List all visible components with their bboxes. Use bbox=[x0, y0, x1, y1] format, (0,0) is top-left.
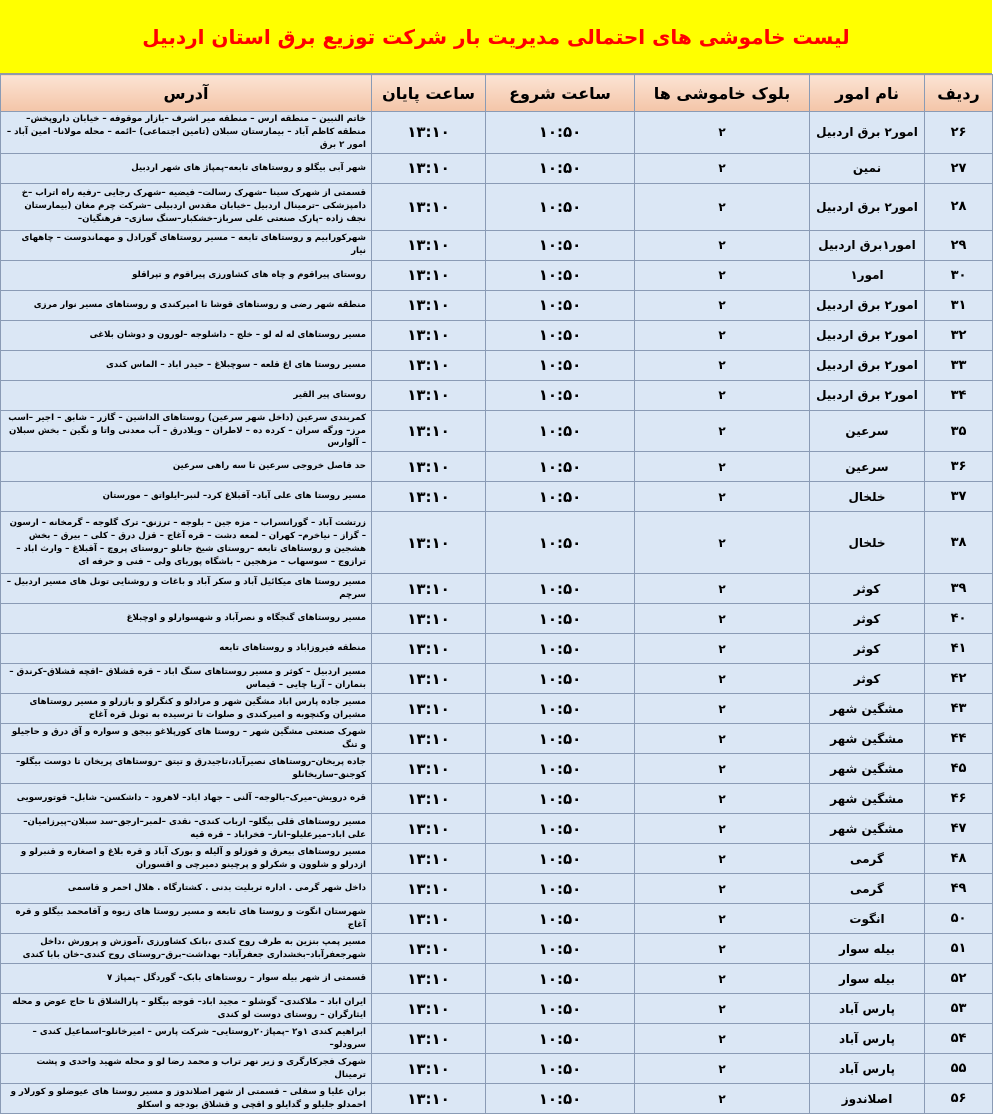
cell-start: ۱۰:۵۰ bbox=[486, 320, 635, 350]
cell-end: ۱۳:۱۰ bbox=[372, 512, 486, 574]
cell-address: زرتشت آباد – گورانسراب – مزه جین – بلوجه – ترزنق– ترک گلوجه – گرمخانه – ارسون – گزاز – نیاخرم– کهران – لمعه دشت – قره آغاج – قزل درق – کلی – بیرق – بخش هشجین و روستاهای تابعه –روستای شیخ جانلو –روستای پروچ – آقبلاغ – وارث اباد – ترازوج – سوسهاب – مزهجین – باشگاه پوریای ولی – فنی و حرفه ای bbox=[1, 512, 372, 574]
cell-end: ۱۳:۱۰ bbox=[372, 754, 486, 784]
cell-end: ۱۳:۱۰ bbox=[372, 934, 486, 964]
cell-end: ۱۳:۱۰ bbox=[372, 410, 486, 452]
cell-end: ۱۳:۱۰ bbox=[372, 694, 486, 724]
cell-area: بیله سوار bbox=[810, 934, 925, 964]
cell-row: ۴۵ bbox=[925, 754, 993, 784]
table-row bbox=[1, 290, 993, 320]
header-row-number: ردیف bbox=[925, 75, 993, 112]
cell-address: منطقه شهر رضی و روستاهای قوشا تا امیرکندی و روستاهای مسیر نوار مرزی bbox=[1, 290, 372, 320]
cell-row: ۵۱ bbox=[925, 934, 993, 964]
cell-area: بیله سوار bbox=[810, 964, 925, 994]
cell-area: سرعین bbox=[810, 410, 925, 452]
table-row bbox=[1, 380, 993, 410]
cell-row: ۴۷ bbox=[925, 814, 993, 844]
cell-address: مسیر روستاهای قلی بیگلو– ارباب کندی– نقدی –لمبر–ارجق–سد سبلان–پیرزامیان–علی اباد–میرعلیلو–انار– فخراباد – قره قیه bbox=[1, 814, 372, 844]
cell-block: ۲ bbox=[635, 512, 810, 574]
cell-address: داخل شهر گرمی . اداره تربلیت بدنی . کشتارگاه . هلال احمر و قاسمی bbox=[1, 874, 372, 904]
cell-area: مشگین شهر bbox=[810, 814, 925, 844]
cell-address: ایران اباد – ملاکندی– گوشلو – مجید اباد– قوجه بیگلو – پارالشلاق تا حاج عوض و محله ایثارگران – روستای دوست لو کندی bbox=[1, 994, 372, 1024]
table-row bbox=[1, 994, 993, 1024]
table-row bbox=[1, 574, 993, 604]
table-row bbox=[1, 604, 993, 634]
cell-block: ۲ bbox=[635, 410, 810, 452]
cell-address: بران علیا و سفلی – قسمتی از شهر اصلاندوز و مسیر روستا های عیوضلو و کورلار و احمدلو جلیلو و گدایلو و اقچی و قشلاق بودجه و اسکلو bbox=[1, 1084, 372, 1114]
cell-area: کوثر bbox=[810, 664, 925, 694]
cell-row: ۳۱ bbox=[925, 290, 993, 320]
cell-start: ۱۰:۵۰ bbox=[486, 1054, 635, 1084]
table-row bbox=[1, 1054, 993, 1084]
table-row bbox=[1, 153, 993, 183]
cell-area: امور۲ برق اردبیل bbox=[810, 112, 925, 154]
cell-block: ۲ bbox=[635, 320, 810, 350]
cell-end: ۱۳:۱۰ bbox=[372, 320, 486, 350]
cell-block: ۲ bbox=[635, 604, 810, 634]
page-title: لیست خاموشی های احتمالی مدیریت بار شرکت توزیع برق استان اردبیل bbox=[142, 24, 850, 49]
cell-area: کوثر bbox=[810, 604, 925, 634]
cell-row: ۵۵ bbox=[925, 1054, 993, 1084]
cell-area: امور۲ برق اردبیل bbox=[810, 350, 925, 380]
header-address: آدرس bbox=[1, 75, 372, 112]
cell-end: ۱۳:۱۰ bbox=[372, 183, 486, 230]
cell-block: ۲ bbox=[635, 814, 810, 844]
cell-end: ۱۳:۱۰ bbox=[372, 904, 486, 934]
cell-block: ۲ bbox=[635, 230, 810, 260]
cell-start: ۱۰:۵۰ bbox=[486, 874, 635, 904]
table-row bbox=[1, 874, 993, 904]
cell-area: سرعین bbox=[810, 452, 925, 482]
cell-row: ۳۲ bbox=[925, 320, 993, 350]
cell-address: مسیر جاده پارس اباد مشگین شهر و مرادلو و کنگرلو و بازرلو و مسیر روستاهای مشیران وکنچوبه و امیرکندی و صلوات تا ترسیده به تونل قره آغاج bbox=[1, 694, 372, 724]
cell-start: ۱۰:۵۰ bbox=[486, 230, 635, 260]
cell-row: ۵۶ bbox=[925, 1084, 993, 1114]
cell-row: ۲۹ bbox=[925, 230, 993, 260]
cell-end: ۱۳:۱۰ bbox=[372, 964, 486, 994]
cell-end: ۱۳:۱۰ bbox=[372, 1024, 486, 1054]
cell-start: ۱۰:۵۰ bbox=[486, 183, 635, 230]
cell-start: ۱۰:۵۰ bbox=[486, 994, 635, 1024]
cell-start: ۱۰:۵۰ bbox=[486, 904, 635, 934]
cell-address: حد فاصل خروجی سرعین تا سه راهی سرعین bbox=[1, 452, 372, 482]
cell-area: خلخال bbox=[810, 482, 925, 512]
cell-end: ۱۳:۱۰ bbox=[372, 452, 486, 482]
cell-block: ۲ bbox=[635, 183, 810, 230]
cell-end: ۱۳:۱۰ bbox=[372, 153, 486, 183]
cell-block: ۲ bbox=[635, 153, 810, 183]
header-end-time: ساعت پایان bbox=[372, 75, 486, 112]
cell-block: ۲ bbox=[635, 754, 810, 784]
cell-block: ۲ bbox=[635, 874, 810, 904]
cell-block: ۲ bbox=[635, 934, 810, 964]
cell-end: ۱۳:۱۰ bbox=[372, 380, 486, 410]
cell-area: امور۲ برق اردبیل bbox=[810, 290, 925, 320]
cell-block: ۲ bbox=[635, 260, 810, 290]
cell-address: قره درویش–میرک–بالوجه– آلنی – جهاد اباد– لاهرود – داشکسن– شابل– قوتورسویی bbox=[1, 784, 372, 814]
cell-start: ۱۰:۵۰ bbox=[486, 112, 635, 154]
title-bar bbox=[0, 0, 992, 74]
cell-row: ۳۵ bbox=[925, 410, 993, 452]
cell-block: ۲ bbox=[635, 380, 810, 410]
cell-start: ۱۰:۵۰ bbox=[486, 664, 635, 694]
cell-start: ۱۰:۵۰ bbox=[486, 512, 635, 574]
cell-end: ۱۳:۱۰ bbox=[372, 290, 486, 320]
cell-end: ۱۳:۱۰ bbox=[372, 1054, 486, 1084]
table-row bbox=[1, 260, 993, 290]
cell-start: ۱۰:۵۰ bbox=[486, 844, 635, 874]
cell-row: ۳۸ bbox=[925, 512, 993, 574]
cell-row: ۵۲ bbox=[925, 964, 993, 994]
header-start-time: ساعت شروع bbox=[486, 75, 635, 112]
header-row bbox=[1, 75, 993, 112]
cell-address: مسیر اردبیل – کوثر و مسیر روستاهای سنگ اباد – قره قشلاق –اقچه قشلاق–کرندق – بنماران – آریا چایی – قیماس bbox=[1, 664, 372, 694]
cell-row: ۲۷ bbox=[925, 153, 993, 183]
cell-end: ۱۳:۱۰ bbox=[372, 724, 486, 754]
cell-block: ۲ bbox=[635, 112, 810, 154]
header-outage-block: بلوک خاموشی ها bbox=[635, 75, 810, 112]
cell-row: ۳۹ bbox=[925, 574, 993, 604]
cell-block: ۲ bbox=[635, 574, 810, 604]
cell-row: ۵۳ bbox=[925, 994, 993, 1024]
cell-row: ۳۴ bbox=[925, 380, 993, 410]
table-row bbox=[1, 694, 993, 724]
table-row bbox=[1, 844, 993, 874]
cell-area: مشگین شهر bbox=[810, 694, 925, 724]
cell-end: ۱۳:۱۰ bbox=[372, 604, 486, 634]
cell-area: امور۲ برق اردبیل bbox=[810, 320, 925, 350]
cell-area: گرمی bbox=[810, 844, 925, 874]
table-row bbox=[1, 112, 993, 154]
table-row bbox=[1, 183, 993, 230]
cell-start: ۱۰:۵۰ bbox=[486, 350, 635, 380]
table-row bbox=[1, 664, 993, 694]
cell-address: جاده پریخان–روستاهای نصیرآباد،تاجیدرق و تیتق –روستاهای پریخان تا دوست بیگلو– کوجنق–ساریخانلو bbox=[1, 754, 372, 784]
cell-start: ۱۰:۵۰ bbox=[486, 964, 635, 994]
cell-row: ۳۰ bbox=[925, 260, 993, 290]
table-row bbox=[1, 512, 993, 574]
table-row bbox=[1, 934, 993, 964]
cell-row: ۴۹ bbox=[925, 874, 993, 904]
cell-block: ۲ bbox=[635, 452, 810, 482]
cell-start: ۱۰:۵۰ bbox=[486, 694, 635, 724]
table-row bbox=[1, 410, 993, 452]
cell-address: مسیر روستاهای له له لو – خلج – داشلوجه –لورون و دوشان بلاغی bbox=[1, 320, 372, 350]
cell-area: پارس آباد bbox=[810, 1024, 925, 1054]
cell-start: ۱۰:۵۰ bbox=[486, 724, 635, 754]
cell-start: ۱۰:۵۰ bbox=[486, 1024, 635, 1054]
cell-address: شهرکورابیم و روستاهای تابعه – مسیر روستاهای گورادل و مهماندوست – چاههای نیار bbox=[1, 230, 372, 260]
cell-area: امور۱ bbox=[810, 260, 925, 290]
cell-address: مسیر روستا های میکائیل آباد و سکر آباد و باغات و روشنایی تونل های مسیر اردبیل – سرچم bbox=[1, 574, 372, 604]
cell-start: ۱۰:۵۰ bbox=[486, 410, 635, 452]
table-row bbox=[1, 784, 993, 814]
table-row bbox=[1, 724, 993, 754]
cell-start: ۱۰:۵۰ bbox=[486, 452, 635, 482]
cell-row: ۳۳ bbox=[925, 350, 993, 380]
cell-area: خلخال bbox=[810, 512, 925, 574]
cell-address: ابراهیم کندی ۱و۲ –پمپاژ۲۰روستایی– شرکت پارس – امیرخانلو–اسماعیل کندی – سرودلو– bbox=[1, 1024, 372, 1054]
cell-row: ۴۳ bbox=[925, 694, 993, 724]
cell-area: کوثر bbox=[810, 574, 925, 604]
cell-address: روستای پیراقوم و چاه های کشاورزی پیراقوم و تپراقلو bbox=[1, 260, 372, 290]
cell-start: ۱۰:۵۰ bbox=[486, 634, 635, 664]
table-row bbox=[1, 320, 993, 350]
cell-start: ۱۰:۵۰ bbox=[486, 290, 635, 320]
cell-end: ۱۳:۱۰ bbox=[372, 874, 486, 904]
cell-block: ۲ bbox=[635, 634, 810, 664]
cell-address: مسیر روستاهای بیعرق و قوزلو و آلیله و بورک آباد و قره بلاغ و اصغاره و قنبرلو و ازدرلو و شلوون و شکرلو و پرچینو دمیرچی و اقسوران bbox=[1, 844, 372, 874]
cell-block: ۲ bbox=[635, 994, 810, 1024]
table-row bbox=[1, 1084, 993, 1114]
cell-area: اصلاندوز bbox=[810, 1084, 925, 1114]
cell-address: قسمتی از شهرک سینا –شهرک رسالت– فیضیه –شهرک رجایی –رفیه راه اتراب –خ دامپزشکی –ترمینال اردبیل –خیابان مقدس اردبیلی –شرکت چرم مغان (بیمارستان نجف زاده –پارک صنعتی علی سرباز–خشکبار–سنگ سازی– فرهنگیان– bbox=[1, 183, 372, 230]
cell-block: ۲ bbox=[635, 784, 810, 814]
cell-area: پارس آباد bbox=[810, 1054, 925, 1084]
outage-table bbox=[0, 74, 993, 1114]
cell-end: ۱۳:۱۰ bbox=[372, 1084, 486, 1114]
cell-start: ۱۰:۵۰ bbox=[486, 260, 635, 290]
cell-row: ۴۱ bbox=[925, 634, 993, 664]
cell-end: ۱۳:۱۰ bbox=[372, 350, 486, 380]
cell-area: نمین bbox=[810, 153, 925, 183]
cell-row: ۵۰ bbox=[925, 904, 993, 934]
table-row bbox=[1, 754, 993, 784]
cell-address: خاتم النبین – منطقه ارس – منطقه میر اشرف –بازار موقوفه – خیابان داروپخش– منطقه کاظم آباد – بیمارستان سبلان (تامین اجتماعی) –ائمه – محله مولانا– امین آباد – امور ۲ برق bbox=[1, 112, 372, 154]
cell-start: ۱۰:۵۰ bbox=[486, 1084, 635, 1114]
cell-end: ۱۳:۱۰ bbox=[372, 112, 486, 154]
cell-start: ۱۰:۵۰ bbox=[486, 814, 635, 844]
cell-address: کمربندی سرعین (داخل شهر سرعین) روستاهای الداشین – گازر – شابق – اجیر –اسب مرز– ورگه سران – کرده ده – لاطران – ویلادرق – آب معدنی واتا و نگین – بخش سبلان – آلوارس bbox=[1, 410, 372, 452]
cell-address: مسیر روستا های علی آباد– آقبلاغ کرد– لنبر–ایلواتق – مورستان bbox=[1, 482, 372, 512]
cell-block: ۲ bbox=[635, 694, 810, 724]
cell-address: مسیر روستا های اغ قلعه – سوچبلاغ – حیدر اباد – الماس کندی bbox=[1, 350, 372, 380]
cell-end: ۱۳:۱۰ bbox=[372, 814, 486, 844]
cell-block: ۲ bbox=[635, 844, 810, 874]
cell-area: انگوت bbox=[810, 904, 925, 934]
cell-row: ۵۴ bbox=[925, 1024, 993, 1054]
table-row bbox=[1, 482, 993, 512]
cell-start: ۱۰:۵۰ bbox=[486, 604, 635, 634]
cell-address: قسمتی از شهر بیله سوار – روستاهای بابک– گوردگل –پمپاژ ۷ bbox=[1, 964, 372, 994]
cell-area: مشگین شهر bbox=[810, 784, 925, 814]
cell-block: ۲ bbox=[635, 1024, 810, 1054]
table-row bbox=[1, 1024, 993, 1054]
table-row bbox=[1, 452, 993, 482]
cell-address: شهرک فجرکارگری و زیر نهر تراب و محمد رضا لو و محله شهید واحدی و پشت ترمینال bbox=[1, 1054, 372, 1084]
cell-end: ۱۳:۱۰ bbox=[372, 634, 486, 664]
cell-address: منطقه فیروزاباد و روستاهای تابعه bbox=[1, 634, 372, 664]
cell-row: ۴۶ bbox=[925, 784, 993, 814]
cell-block: ۲ bbox=[635, 350, 810, 380]
table-row bbox=[1, 964, 993, 994]
cell-end: ۱۳:۱۰ bbox=[372, 664, 486, 694]
cell-end: ۱۳:۱۰ bbox=[372, 574, 486, 604]
cell-start: ۱۰:۵۰ bbox=[486, 784, 635, 814]
cell-row: ۴۸ bbox=[925, 844, 993, 874]
cell-area: امور۲ برق اردبیل bbox=[810, 380, 925, 410]
cell-block: ۲ bbox=[635, 664, 810, 694]
cell-row: ۴۰ bbox=[925, 604, 993, 634]
cell-start: ۱۰:۵۰ bbox=[486, 934, 635, 964]
cell-start: ۱۰:۵۰ bbox=[486, 153, 635, 183]
cell-area: مشگین شهر bbox=[810, 754, 925, 784]
cell-block: ۲ bbox=[635, 1054, 810, 1084]
cell-row: ۲۸ bbox=[925, 183, 993, 230]
cell-row: ۳۷ bbox=[925, 482, 993, 512]
cell-block: ۲ bbox=[635, 1084, 810, 1114]
cell-end: ۱۳:۱۰ bbox=[372, 994, 486, 1024]
cell-start: ۱۰:۵۰ bbox=[486, 482, 635, 512]
table-row bbox=[1, 230, 993, 260]
cell-start: ۱۰:۵۰ bbox=[486, 380, 635, 410]
cell-block: ۲ bbox=[635, 482, 810, 512]
cell-row: ۴۴ bbox=[925, 724, 993, 754]
cell-end: ۱۳:۱۰ bbox=[372, 482, 486, 512]
cell-address: مسیر پمپ بنزین به طرف روح کندی ،بانک کشاورزی ،آموزش و پرورش ،داخل شهرجعفرآباد–بخشداری جعفرآباد– بهداشت–برق–روستای روح کندی–خان بابا کندی bbox=[1, 934, 372, 964]
cell-block: ۲ bbox=[635, 290, 810, 320]
cell-end: ۱۳:۱۰ bbox=[372, 844, 486, 874]
cell-area: گرمی bbox=[810, 874, 925, 904]
cell-area: مشگین شهر bbox=[810, 724, 925, 754]
cell-row: ۳۶ bbox=[925, 452, 993, 482]
cell-row: ۲۶ bbox=[925, 112, 993, 154]
cell-end: ۱۳:۱۰ bbox=[372, 260, 486, 290]
cell-end: ۱۳:۱۰ bbox=[372, 230, 486, 260]
cell-address: شهرک صنعتی مشگین شهر – روستا های کورپلاغو بیجق و سواره و آق درق و حاجیلو و تنگ bbox=[1, 724, 372, 754]
cell-row: ۴۲ bbox=[925, 664, 993, 694]
cell-address: مسیر روستاهای گنجگاه و نصرآباد و شهسوارلو و اوچبلاغ bbox=[1, 604, 372, 634]
table-row bbox=[1, 904, 993, 934]
cell-start: ۱۰:۵۰ bbox=[486, 754, 635, 784]
cell-end: ۱۳:۱۰ bbox=[372, 784, 486, 814]
cell-address: شهرستان انگوت و روستا های تابعه و مسیر روستا های زیوه و آقامحمد بیگلو و قره آغاج bbox=[1, 904, 372, 934]
cell-block: ۲ bbox=[635, 724, 810, 754]
cell-block: ۲ bbox=[635, 964, 810, 994]
cell-area: پارس آباد bbox=[810, 994, 925, 1024]
cell-address: شهر آبی بیگلو و روستاهای تابعه–پمپاژ های شهر اردبیل bbox=[1, 153, 372, 183]
cell-start: ۱۰:۵۰ bbox=[486, 574, 635, 604]
table-row bbox=[1, 350, 993, 380]
header-area-name: نام امور bbox=[810, 75, 925, 112]
cell-area: کوثر bbox=[810, 634, 925, 664]
cell-area: امور۲ برق اردبیل bbox=[810, 183, 925, 230]
cell-area: امور۱برق اردبیل bbox=[810, 230, 925, 260]
cell-address: روستای پیر القیر bbox=[1, 380, 372, 410]
table-row bbox=[1, 814, 993, 844]
table-row bbox=[1, 634, 993, 664]
cell-block: ۲ bbox=[635, 904, 810, 934]
